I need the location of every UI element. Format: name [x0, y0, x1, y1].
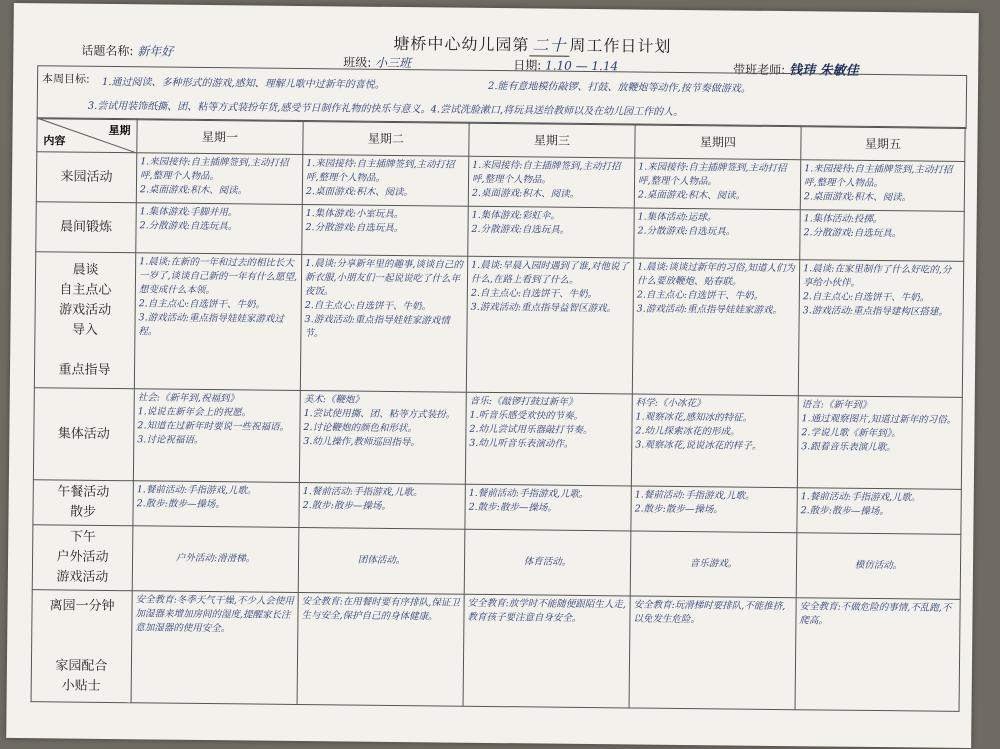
- cell-line: 户外活动:滑滑梯。: [175, 552, 256, 565]
- cell-line: 2.散步:散步—操场。: [634, 503, 723, 516]
- plan-cell: [632, 258, 799, 396]
- cell-line: 2.自主点心:自选饼干、牛奶。: [802, 291, 930, 304]
- plan-cell: [133, 481, 299, 528]
- row-label: [33, 480, 133, 526]
- row-label-line: 集体活动: [57, 425, 110, 442]
- teacher-value: 钱玮 朱敏佳: [789, 63, 859, 79]
- row-label-line: [35, 636, 128, 657]
- row-label-line: 晨谈: [72, 262, 99, 278]
- plan-cell: [634, 208, 801, 260]
- cell-line: 1.集体游戏:手脚并用。: [139, 206, 238, 219]
- cell-line: 1.晨谈:在新的一年和过去的相比长大一岁了,谈谈自己新的一年有什么愿望,想变成什么本领。: [138, 256, 298, 297]
- cell-line: 1.来园接待:自主插牌签到,主动打招呼,整理个人物品。: [471, 159, 621, 186]
- cell-line: 2.散步:散步—操场。: [136, 498, 225, 511]
- topic-field: [81, 42, 173, 60]
- cell-line: 1.说说在新年会上的祝愿。: [137, 406, 252, 419]
- cell-line: 2.自主点心:自选饼干、牛奶。: [138, 298, 266, 311]
- cell-line: 2.散步:散步—操场。: [468, 501, 557, 514]
- cell-line: 美术:《鞭炮》: [303, 394, 364, 406]
- cell-line: 2.自主点心:自选饼干、牛奶。: [304, 300, 432, 313]
- plan-cell: [629, 596, 796, 710]
- row-label-line: 离园一分钟: [49, 597, 115, 614]
- row-label-line: 家园配合: [55, 657, 108, 674]
- cell-line: 3.游戏活动:重点指导娃娃家游戏过程。: [138, 312, 284, 338]
- cell-line: 2.幼儿尝试用乐器敲打节奏。: [469, 423, 593, 437]
- plan-cell: [796, 533, 961, 600]
- goal-3-4: 3.尝试用装饰纸撕、团、粘等方式装扮年货,感受节日制作礼物的快乐与意义。4.尝试洗脸漱口,将玩具送给教师以及在幼儿园工作的人。: [87, 100, 684, 118]
- plan-cell: [464, 529, 631, 596]
- cell-line: 2.自主点心:自选饼干、牛奶。: [470, 287, 598, 301]
- day-wednesday: 星期三: [469, 122, 635, 158]
- cell-line: 2.学说儿歌《新年到》。: [801, 427, 901, 440]
- plan-cell: [800, 160, 965, 212]
- cell-line: 模仿活动。: [854, 559, 903, 572]
- plan-cell: [468, 156, 635, 208]
- row-label-line: 重点指导: [58, 361, 111, 378]
- cell-line: 1.餐前活动:手指游戏,儿歌。: [468, 487, 589, 501]
- cell-line: 1.晨谈:在家里制作了什么好吃的,分享给小伙伴。: [802, 263, 952, 289]
- plan-cell: [300, 254, 467, 392]
- cell-line: 音乐游戏。: [689, 558, 738, 570]
- day-monday: 星期一: [137, 119, 303, 155]
- plan-cell: [631, 486, 797, 533]
- corner-bottom-label: 内容: [43, 134, 66, 148]
- plan-cell: [468, 206, 635, 258]
- cell-line: 2.桌面游戏:积木、阅读。: [637, 189, 746, 202]
- cell-line: 1.集体活动:投掷。: [803, 213, 883, 226]
- row-label-line: [38, 340, 131, 361]
- plan-cell: [466, 256, 633, 394]
- date-value: 1.10 — 1.14: [545, 58, 619, 74]
- cell-line: 1.餐前活动:手指游戏,儿歌。: [302, 486, 423, 499]
- cell-line: 2.散步:散步—操场。: [800, 505, 889, 518]
- date-label: 日期:: [513, 58, 542, 73]
- cell-line: 1.晨谈:早晨入园时遇到了谁,对他说了什么,在路上看到了什么。: [470, 259, 629, 286]
- plan-cell: [132, 526, 299, 593]
- class-value: 小三班: [375, 55, 412, 71]
- cell-line: 1.晨谈:分享新年里的趣事,谈谈自己的新衣服,小朋友们一起说说吃了什么年夜饭。: [304, 258, 464, 298]
- topic-label: 话题名称:: [81, 43, 134, 59]
- cell-line: 1.来园接待:自主插牌签到,主动打招呼,整理个人物品。: [803, 163, 953, 190]
- cell-line: 2.分散游戏:自选玩具。: [471, 223, 570, 236]
- corner-top-label: 星期: [108, 123, 131, 138]
- cell-line: 2.桌面游戏:积木、阅读。: [471, 187, 580, 200]
- day-tuesday: 星期二: [303, 121, 469, 157]
- plan-cell: [297, 592, 464, 706]
- cell-line: 2.桌面游戏:积木、阅读。: [139, 184, 248, 197]
- title-prefix: 塘桥中心幼儿园第: [393, 33, 530, 55]
- row-label-line: 晨间锻炼: [59, 218, 113, 235]
- cell-line: 3.游戏活动:重点指导益智区游戏。: [470, 301, 617, 315]
- day-thursday: 星期四: [635, 124, 801, 160]
- row-label-line: [35, 616, 128, 637]
- cell-line: 2.桌面游戏:积木、阅读。: [305, 186, 414, 199]
- row-label-line: 户外活动: [56, 549, 109, 565]
- plan-cell: [299, 482, 465, 529]
- cell-line: 体育活动。: [523, 556, 572, 568]
- cell-line: 1.餐前活动:手指游戏,儿歌。: [800, 491, 921, 504]
- plan-cell: [634, 158, 801, 210]
- cell-line: 2.自主点心:自选饼干、牛奶。: [636, 289, 764, 302]
- row-group-activity: [33, 388, 962, 490]
- cell-line: 安全教育:不做危险的事情,不乱跑,不爬高。: [799, 601, 952, 627]
- cell-line: 1.集体游戏:小室玩具。: [305, 208, 404, 221]
- cell-line: 3.游戏活动:重点指导娃娃家游戏。: [636, 303, 783, 317]
- cell-line: 团体活动。: [357, 554, 406, 567]
- row-label: [34, 252, 135, 389]
- cell-line: 2.幼儿探索冰花的形成。: [635, 425, 740, 438]
- cell-line: 2.分散游戏:自选玩具。: [637, 225, 736, 238]
- cell-line: 2.桌面游戏:积木、阅读。: [803, 191, 912, 204]
- cell-line: 1.来园接待:自主插牌签到,主动打招呼,整理个人物品。: [140, 156, 289, 183]
- row-label-line: 午餐活动: [57, 484, 110, 500]
- table-corner: [37, 118, 137, 153]
- row-label-line: 自主点心: [59, 281, 112, 298]
- cell-line: 2.分散游戏:自选玩具。: [803, 227, 902, 240]
- cell-line: 1.来园接待:自主插牌签到,主动打招呼,整理个人物品。: [306, 158, 455, 184]
- cell-line: 3.幼儿操作,教师巡回指导。: [303, 436, 420, 449]
- class-label: 班级:: [343, 55, 372, 70]
- plan-cell: [134, 253, 301, 391]
- row-label-line: 来园活动: [60, 168, 113, 185]
- cell-line: 安全教育:在用餐时要有序排队,保证卫生与安全,保护自己的身体健康。: [301, 596, 460, 623]
- plan-cell: [465, 392, 632, 486]
- cell-line: 科学:《小冰花》: [635, 397, 706, 410]
- row-label-line: 导入: [71, 322, 99, 338]
- row-label: [31, 590, 132, 703]
- cell-line: 1.集体游戏:彩虹伞。: [471, 209, 560, 222]
- cell-line: 3.观察冰花,说说冰花的样子。: [635, 439, 762, 452]
- plan-cell: [798, 260, 963, 398]
- plan-cell: [136, 153, 303, 205]
- plan-cell: [630, 531, 797, 598]
- day-friday: 星期五: [801, 126, 965, 162]
- cell-line: 安全教育:冬季天气干燥,不少人会使用加湿器来增加房间的湿度,提醒家长注意加湿器的使用安全。: [135, 594, 294, 635]
- cell-line: 1.餐前活动:手指游戏,儿歌。: [634, 489, 755, 502]
- plan-cell: [299, 390, 466, 484]
- cell-line: 1.通过观察图片,知道过新年的习俗。: [801, 413, 957, 426]
- goal-2: 2.能有意地模仿敲锣、打鼓、放鞭炮等动作,按节奏做游戏。: [487, 80, 751, 95]
- plan-cell: [463, 594, 630, 708]
- paper-sheet: [6, 3, 979, 748]
- row-afternoon-outdoor: [32, 525, 961, 600]
- teacher-label: 带班老师:: [733, 62, 786, 78]
- cell-line: 2.讨论鞭炮的颜色和形状。: [303, 422, 418, 435]
- cell-line: 3.跟着音乐表演儿歌。: [801, 441, 896, 454]
- cell-line: 1.观察冰花,感知冰的特征。: [635, 411, 753, 424]
- goal-1: 1.通过阅读、多种形式的游戏,感知、理解儿歌中过新年的喜悦。: [101, 76, 385, 91]
- row-label-line: 游戏活动: [59, 301, 112, 318]
- week-number: 二十: [529, 32, 569, 56]
- cell-line: 1.晨谈:谈谈过新年的习俗,知道人们为什么要放鞭炮、贴春联。: [636, 261, 795, 288]
- cell-line: 安全教育:放学时不能随便跟陌生人走,教育孩子要注意自身安全。: [467, 597, 626, 624]
- topic-value: 新年好: [137, 44, 174, 59]
- page-title: [393, 31, 671, 58]
- row-label: [36, 202, 137, 253]
- cell-line: 2.知道在过新年时要说一些祝福语。: [137, 420, 290, 433]
- plan-cell: [302, 204, 469, 256]
- cell-line: 3.游戏活动:重点指导建构区搭建。: [802, 305, 949, 318]
- plan-cell: [302, 155, 469, 207]
- cell-line: 2.分散游戏:自选玩具。: [139, 220, 238, 233]
- plan-cell: [631, 394, 798, 488]
- plan-cell: [797, 396, 962, 490]
- cell-line: 2.散步:散步—操场。: [302, 500, 391, 512]
- plan-cell: [800, 210, 965, 262]
- goals-label: 本周目标:: [42, 72, 90, 86]
- row-label-line: 散步: [69, 504, 97, 520]
- plan-cell: [133, 389, 300, 483]
- row-label: [36, 152, 137, 203]
- row-morning-talk: [34, 252, 963, 398]
- cell-line: 1.餐前活动:手指游戏,儿歌。: [136, 484, 257, 497]
- cell-line: 1.集体活动:运球。: [637, 211, 717, 224]
- title-suffix: 周工作日计划: [569, 35, 672, 56]
- plan-cell: [136, 203, 303, 255]
- cell-line: 3.幼儿听音乐表演动作。: [469, 437, 574, 450]
- cell-line: 2.分散游戏:自选玩具。: [305, 222, 404, 235]
- plan-cell: [797, 488, 961, 535]
- plan-cell: [131, 591, 298, 705]
- cell-line: 3.游戏活动:重点指导娃娃家游戏情节。: [304, 314, 450, 340]
- row-departure: [31, 590, 960, 712]
- plan-cell: [298, 527, 465, 594]
- cell-line: 音乐:《敲锣打鼓过新年》: [469, 395, 578, 408]
- plan-cell: [795, 598, 960, 712]
- cell-line: 社会:《新年到,祝福到》: [137, 392, 240, 405]
- plan-table: [31, 117, 966, 712]
- cell-line: 安全教育:玩滑梯时要排队,不能推挤,以免发生危险。: [633, 599, 786, 626]
- row-label: [33, 388, 134, 481]
- cell-line: 1.来园接待:自主插牌签到,主动打招呼,整理个人物品。: [637, 161, 787, 188]
- plan-cell: [465, 484, 631, 531]
- plan-body: [31, 152, 965, 712]
- cell-line: 3.讨论祝福语。: [137, 434, 204, 446]
- row-label-line: 游戏活动: [56, 569, 109, 585]
- row-label: [32, 525, 133, 591]
- cell-line: 1.听音乐感受欢快的节奏。: [469, 409, 584, 422]
- cell-line: 1.尝试使用撕、团、粘等方式装扮。: [303, 408, 456, 421]
- row-label-line: 小贴士: [61, 678, 101, 694]
- row-label-line: 下午: [69, 529, 96, 545]
- cell-line: 语言:《新年到》: [801, 399, 872, 411]
